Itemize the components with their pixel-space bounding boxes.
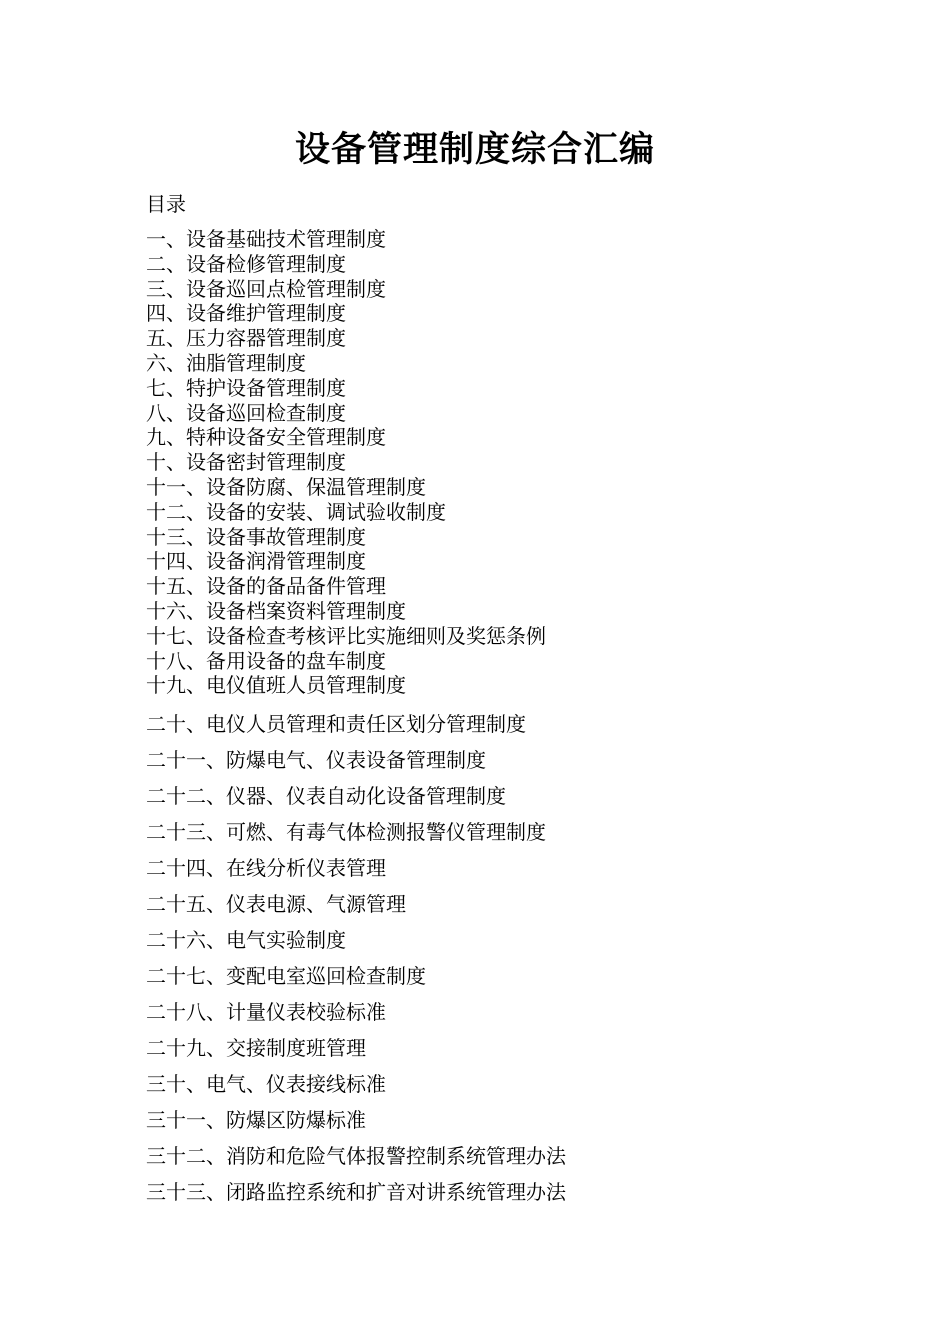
toc-item: 二十二、仪器、仪表自动化设备管理制度 xyxy=(146,784,506,808)
toc-item: 三、设备巡回点检管理制度 xyxy=(146,276,386,301)
document-title: 设备管理制度综合汇编 xyxy=(294,129,655,170)
toc-item: 二十四、在线分析仪表管理 xyxy=(146,856,386,880)
toc-item: 二十一、防爆电气、仪表设备管理制度 xyxy=(146,748,486,772)
toc-item: 六、油脂管理制度 xyxy=(146,350,306,375)
toc-item: 八、设备巡回检查制度 xyxy=(146,400,346,425)
toc-item: 二十三、可燃、有毒气体检测报警仪管理制度 xyxy=(146,820,546,844)
toc-item: 二十八、计量仪表校验标准 xyxy=(146,1000,386,1024)
toc-item: 三十、电气、仪表接线标准 xyxy=(146,1072,386,1096)
toc-item: 二、设备检修管理制度 xyxy=(146,251,346,276)
toc-item: 二十六、电气实验制度 xyxy=(146,928,346,952)
toc-item: 十、设备密封管理制度 xyxy=(146,450,346,475)
toc-item: 三十一、防爆区防爆标准 xyxy=(146,1108,366,1132)
toc-item: 十七、设备检查考核评比实施细则及奖惩条例 xyxy=(146,623,546,648)
toc-item: 十四、设备润滑管理制度 xyxy=(146,549,366,574)
toc-item: 二十七、变配电室巡回检查制度 xyxy=(146,964,426,988)
toc-item: 九、特种设备安全管理制度 xyxy=(146,425,386,450)
toc-item: 三十三、闭路监控系统和扩音对讲系统管理办法 xyxy=(146,1180,566,1204)
toc-item: 十八、备用设备的盘车制度 xyxy=(146,648,386,673)
toc-item: 十九、电仪值班人员管理制度 xyxy=(146,673,406,698)
toc-item: 一、设备基础技术管理制度 xyxy=(146,227,386,251)
toc-item: 四、设备维护管理制度 xyxy=(146,301,346,326)
toc-item: 七、特护设备管理制度 xyxy=(146,375,346,400)
toc-item: 三十二、消防和危险气体报警控制系统管理办法 xyxy=(146,1144,566,1168)
toc-item: 十六、设备档案资料管理制度 xyxy=(146,598,406,623)
toc-heading: 目录 xyxy=(146,192,186,216)
toc-item: 二十、电仪人员管理和责任区划分管理制度 xyxy=(146,712,526,736)
toc-item: 五、压力容器管理制度 xyxy=(146,326,346,351)
toc-item: 十一、设备防腐、保温管理制度 xyxy=(146,474,426,499)
toc-item: 二十五、仪表电源、气源管理 xyxy=(146,892,406,916)
toc-item: 十二、设备的安装、调试验收制度 xyxy=(146,499,446,524)
toc-item: 十五、设备的备品备件管理 xyxy=(146,574,386,599)
toc-list-primary xyxy=(146,227,846,698)
toc-item: 二十九、交接制度班管理 xyxy=(146,1036,366,1060)
toc-item: 十三、设备事故管理制度 xyxy=(146,524,366,549)
toc-list-secondary xyxy=(146,706,846,1210)
